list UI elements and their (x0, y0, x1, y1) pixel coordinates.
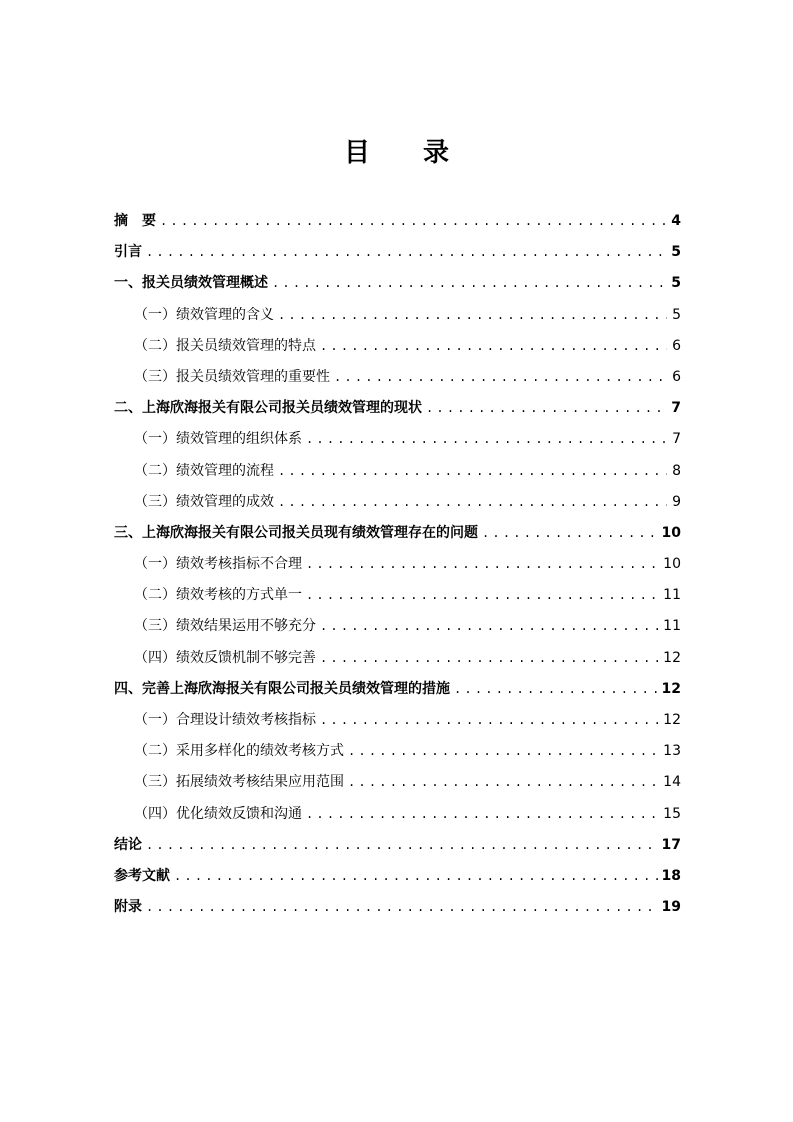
dot-leader (306, 549, 659, 580)
toc-entry-page: 11 (663, 618, 681, 635)
toc-entry-page: 15 (663, 805, 681, 822)
toc-entry-page: 5 (671, 244, 681, 261)
toc-entry-conclusion[interactable] (114, 830, 681, 861)
dot-leader (348, 767, 659, 798)
dot-leader (160, 206, 667, 237)
toc-entry-page: 7 (672, 431, 681, 448)
dot-leader (174, 861, 658, 892)
toc-entry-label: （三）绩效结果运用不够充分 (134, 618, 316, 635)
toc-entry-page: 18 (661, 867, 681, 884)
toc-entry-section-1-1[interactable] (114, 300, 681, 331)
toc-entry-page: 10 (663, 556, 681, 573)
toc-entry-label: 结论 (114, 836, 142, 853)
toc-entry-page: 8 (672, 462, 681, 479)
toc-entry-introduction[interactable] (114, 237, 681, 268)
toc-entry-page: 5 (671, 275, 681, 292)
toc-entry-label: 二、上海欣海报关有限公司报关员绩效管理的现状 (114, 400, 422, 417)
dot-leader (334, 362, 667, 393)
toc-entry-label: （三）绩效管理的成效 (134, 493, 274, 510)
toc-entry-section-4-3[interactable] (114, 767, 681, 798)
toc-entry-page: 12 (661, 680, 681, 697)
toc-entry-label: 三、上海欣海报关有限公司报关员现有绩效管理存在的问题 (114, 524, 478, 541)
toc-entry-page: 7 (671, 400, 681, 417)
toc-entry-page: 11 (663, 587, 681, 604)
page-title: 目 录 (343, 138, 472, 168)
toc-entry-page: 6 (672, 337, 681, 354)
toc-entry-appendix[interactable] (114, 892, 681, 923)
toc-entry-section-2-2[interactable] (114, 456, 681, 487)
dot-leader (306, 580, 659, 611)
toc-entry-references[interactable] (114, 861, 681, 892)
toc-entry-page: 9 (672, 493, 681, 510)
toc-entry-section-3-3[interactable] (114, 611, 681, 642)
toc-entry-label: （一）绩效考核指标不合理 (134, 556, 302, 573)
toc-entry-label: （三）报关员绩效管理的重要性 (134, 368, 330, 385)
toc-entry-page: 19 (661, 899, 681, 916)
toc-entry-page: 13 (663, 743, 681, 760)
toc-entry-section-2-3[interactable] (114, 487, 681, 518)
dot-leader (454, 674, 658, 705)
dot-leader (278, 487, 667, 518)
toc-entry-label: 附录 (114, 899, 142, 916)
toc-entry-page: 5 (672, 306, 681, 323)
toc-entry-page: 14 (663, 774, 681, 791)
toc-entry-section-2[interactable] (114, 393, 681, 424)
toc-entry-label: （二）采用多样化的绩效考核方式 (134, 743, 344, 760)
toc-entry-section-3-2[interactable] (114, 580, 681, 611)
toc-entry-label: （三）拓展绩效考核结果应用范围 (134, 774, 344, 791)
dot-leader (426, 393, 667, 424)
toc-entry-label: （二）绩效考核的方式单一 (134, 587, 302, 604)
toc-entry-label: 参考文献 (114, 867, 170, 884)
toc-entry-section-1-3[interactable] (114, 362, 681, 393)
dot-leader (320, 705, 659, 736)
dot-leader (482, 518, 658, 549)
toc-entry-section-4-4[interactable] (114, 799, 681, 830)
toc-entry-page: 12 (663, 712, 681, 728)
dot-leader (146, 237, 667, 268)
toc-entry-section-2-1[interactable] (114, 424, 681, 455)
toc-entry-section-4[interactable] (114, 674, 681, 705)
dot-leader (278, 456, 667, 487)
dot-leader (348, 736, 659, 767)
dot-leader (146, 830, 658, 861)
toc-entry-label: 引言 (114, 244, 142, 261)
toc-entry-page: 10 (661, 524, 681, 541)
dot-leader (306, 799, 659, 830)
dot-leader (320, 643, 659, 674)
table-of-contents (114, 206, 681, 923)
toc-entry-page: 12 (663, 649, 681, 666)
toc-entry-page: 6 (672, 368, 681, 385)
toc-entry-section-1[interactable] (114, 268, 681, 299)
toc-entry-label: 一、报关员绩效管理概述 (114, 275, 268, 292)
toc-entry-label: （四）绩效反馈机制不够完善 (134, 649, 316, 666)
dot-leader (278, 300, 667, 331)
toc-entry-label: （二）报关员绩效管理的特点 (134, 337, 316, 354)
toc-entry-section-1-2[interactable] (114, 331, 681, 362)
toc-entry-label: （一）绩效管理的含义 (134, 306, 274, 323)
toc-entry-label: （一）合理设计绩效考核指标 (134, 712, 316, 728)
dot-leader (146, 892, 658, 923)
toc-entry-label: （一）绩效管理的组织体系 (134, 431, 302, 448)
toc-entry-section-3[interactable] (114, 518, 681, 549)
toc-entry-section-4-1[interactable] (114, 705, 681, 736)
toc-entry-section-3-4[interactable] (114, 643, 681, 674)
dot-leader (306, 424, 667, 455)
toc-entry-section-3-1[interactable] (114, 549, 681, 580)
toc-entry-page: 17 (661, 836, 681, 853)
toc-entry-abstract[interactable] (114, 206, 681, 237)
toc-entry-label: （四）优化绩效反馈和沟通 (134, 805, 302, 822)
toc-entry-page: 4 (671, 213, 681, 229)
toc-entry-section-4-2[interactable] (114, 736, 681, 767)
dot-leader (272, 268, 667, 299)
toc-entry-label: （二）绩效管理的流程 (134, 462, 274, 479)
dot-leader (320, 331, 667, 362)
toc-entry-label: 四、完善上海欣海报关有限公司报关员绩效管理的措施 (114, 680, 450, 697)
toc-entry-label: 摘 要 (114, 213, 156, 229)
dot-leader (320, 611, 659, 642)
